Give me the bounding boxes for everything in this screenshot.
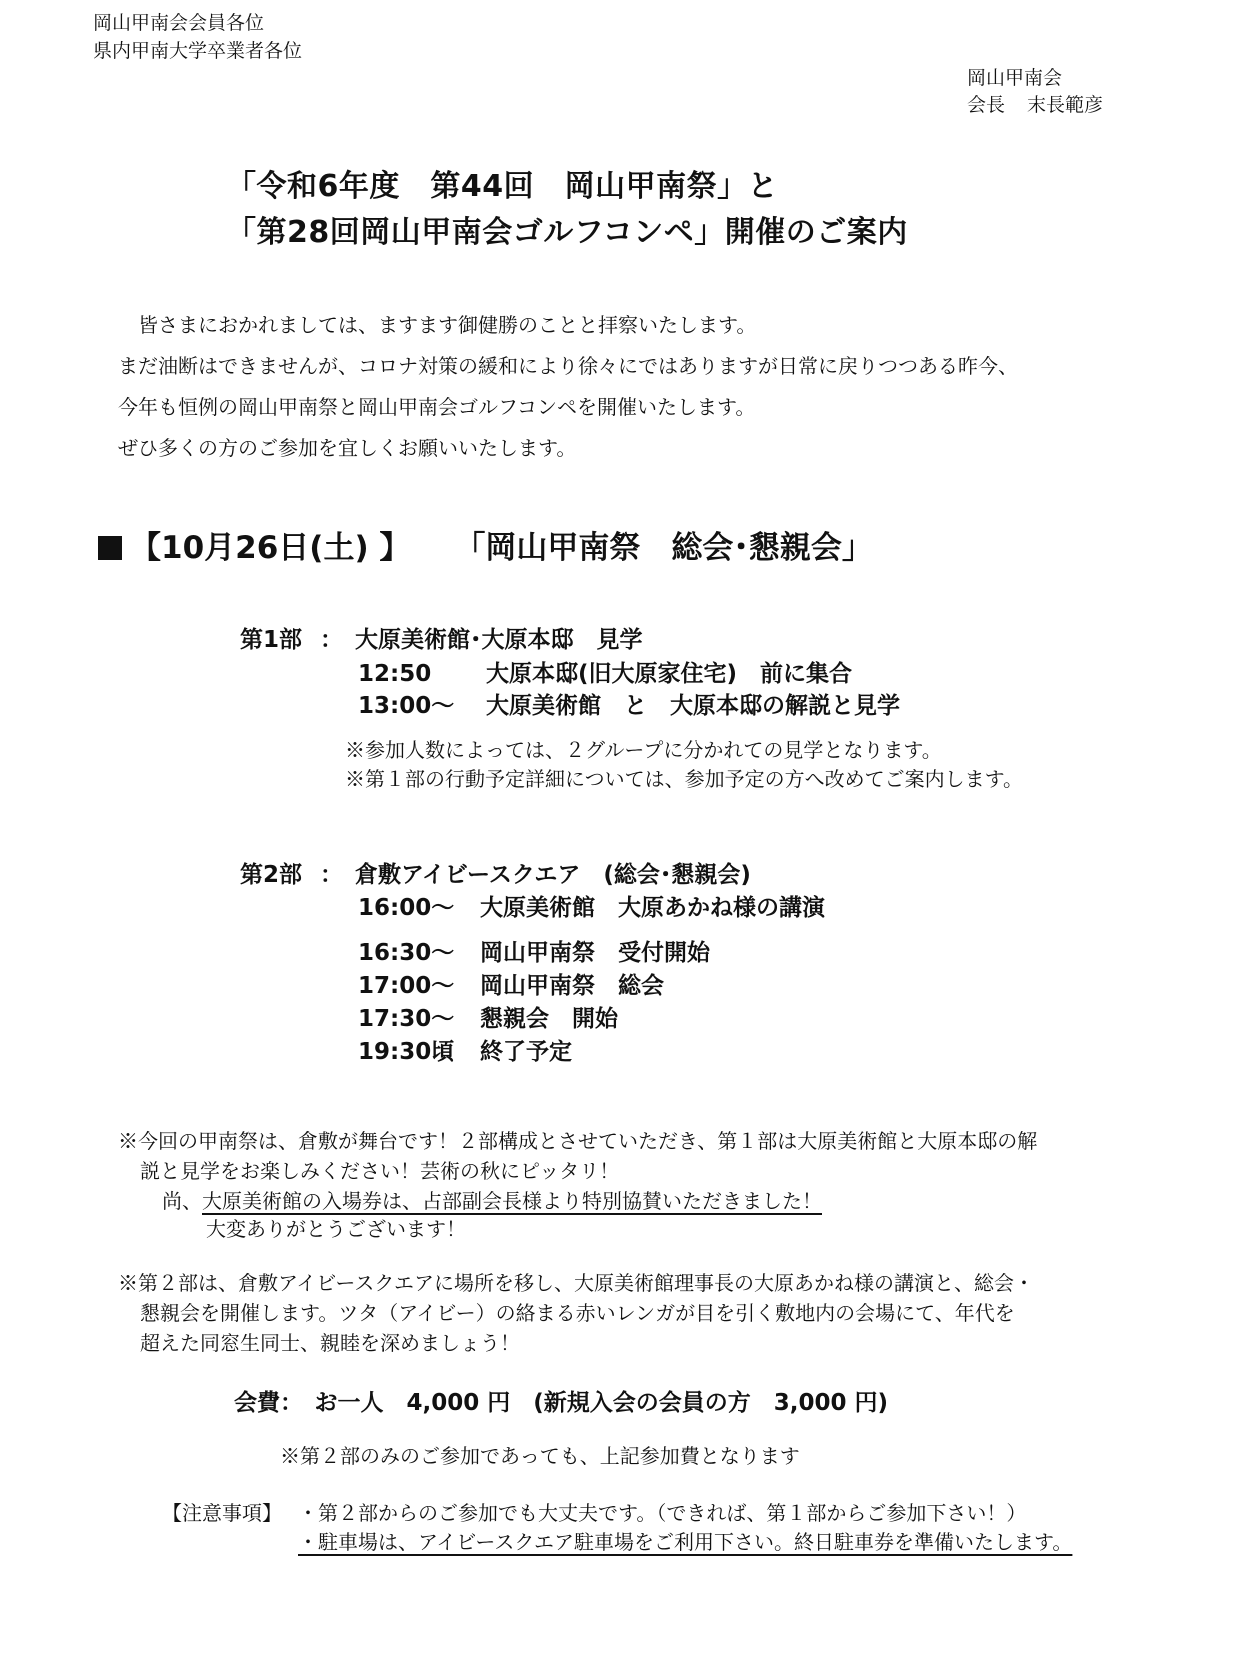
intro-line-1: 皆さまにおかれましては、ますます御健勝のことと拝察いたします。 [138, 313, 757, 337]
part1-time-2: 13:00～ [358, 693, 455, 719]
title-line-1: 「令和6年度 第44回 岡山甲南祭」と [226, 169, 779, 204]
event-date: 【10月26日(土) 】 [130, 530, 411, 566]
remarks1-line-2: 説と見学をお楽しみください！芸術の秋にピッタリ！ [140, 1159, 620, 1183]
part2-desc-4: 懇親会 開始 [480, 1006, 618, 1032]
addressee-1: 岡山甲南会会員各位 [93, 12, 265, 34]
sender-line [967, 93, 1103, 117]
part1-time-1: 12:50 [358, 661, 432, 687]
caution-label: 【注意事項】 [162, 1501, 282, 1525]
bullet-square-icon [98, 536, 122, 560]
remarks2-line-3: 超えた同窓生同士、親睦を深めましょう！ [140, 1331, 520, 1355]
part2-title: 倉敷アイビースクエア (総会･懇親会) [355, 862, 751, 888]
intro-line-4: ぜひ多くの方のご参加を宜しくお願いいたします。 [118, 436, 577, 460]
part2-label: 第2部 [240, 862, 303, 888]
part2-desc-3: 岡山甲南祭 総会 [480, 973, 664, 999]
thanks-line [162, 1188, 822, 1214]
event-heading [98, 528, 873, 568]
thanks-prefix: 尚、 [162, 1189, 202, 1213]
remarks1-line-1: ※今回の甲南祭は、倉敷が舞台です！２部構成とさせていただき、第１部は大原美術館と大原本邸の解 [118, 1129, 1038, 1153]
remarks2-line-1: ※第２部は、倉敷アイビースクエアに場所を移し、大原美術館理事長の大原あかね様の講演と、総会・ [118, 1271, 1034, 1295]
part2-time-1: 16:00～ [358, 895, 455, 921]
thanks-underlined: 大原美術館の入場券は、占部副会長様より特別協賛いただきました！ [202, 1189, 822, 1213]
fee-line: 会費： お一人 4,000 円 (新規入会の会員の方 3,000 円) [234, 1390, 889, 1416]
part1-desc-2: 大原美術館 と 大原本邸の解説と見学 [486, 693, 900, 719]
part1-label: 第1部 [240, 627, 303, 653]
part1-title: 大原美術館･大原本邸 見学 [355, 627, 643, 653]
event-name: 「岡山甲南祭 総会･懇親会」 [454, 530, 873, 566]
caution-1: ・第２部からのご参加でも大丈夫です。（できれば、第１部からご参加下さい！） [298, 1501, 1027, 1525]
part1-desc-1: 大原本邸(旧大原家住宅) 前に集合 [486, 661, 853, 687]
part1-note-2: ※第１部の行動予定詳細については、参加予定の方へ改めてご案内します。 [345, 767, 1023, 791]
part2-desc-2: 岡山甲南祭 受付開始 [480, 940, 710, 966]
addressee-2: 県内甲南大学卒業者各位 [93, 40, 303, 62]
part2-desc-5: 終了予定 [480, 1039, 572, 1065]
intro-line-2: まだ油断はできませんが、コロナ対策の緩和により徐々にではありますが日常に戻りつつある昨今、 [118, 354, 1018, 378]
sender-name: 末長範彦 [1027, 94, 1104, 116]
part1-colon: ： [320, 627, 343, 653]
thanks-end: 大変ありがとうございます！ [206, 1217, 466, 1241]
part2-desc-1: 大原美術館 大原あかね様の講演 [480, 895, 825, 921]
caution-2: ・駐車場は、アイビースクエア駐車場をご利用下さい。終日駐車券を準備いたします。 [298, 1530, 1073, 1554]
sender-org: 岡山甲南会 [967, 67, 1063, 89]
fee-note: ※第２部のみのご参加であっても、上記参加費となります [280, 1444, 800, 1468]
title-line-2: 「第28回岡山甲南会ゴルフコンペ」開催のご案内 [226, 215, 908, 250]
part2-time-3: 17:00～ [358, 973, 455, 999]
part2-time-5: 19:30頃 [358, 1039, 455, 1065]
part1-note-1: ※参加人数によっては、２グループに分かれての見学となります。 [345, 738, 942, 762]
part2-colon: ： [320, 862, 343, 888]
sender-title: 会長 [967, 94, 1006, 116]
remarks2-line-2: 懇親会を開催します。ツタ（アイビー）の絡まる赤いレンガが目を引く敷地内の会場にて、年代を [140, 1301, 1015, 1325]
part2-time-4: 17:30～ [358, 1006, 455, 1032]
intro-line-3: 今年も恒例の岡山甲南祭と岡山甲南会ゴルフコンペを開催いたします。 [118, 395, 756, 419]
part2-time-2: 16:30～ [358, 940, 455, 966]
